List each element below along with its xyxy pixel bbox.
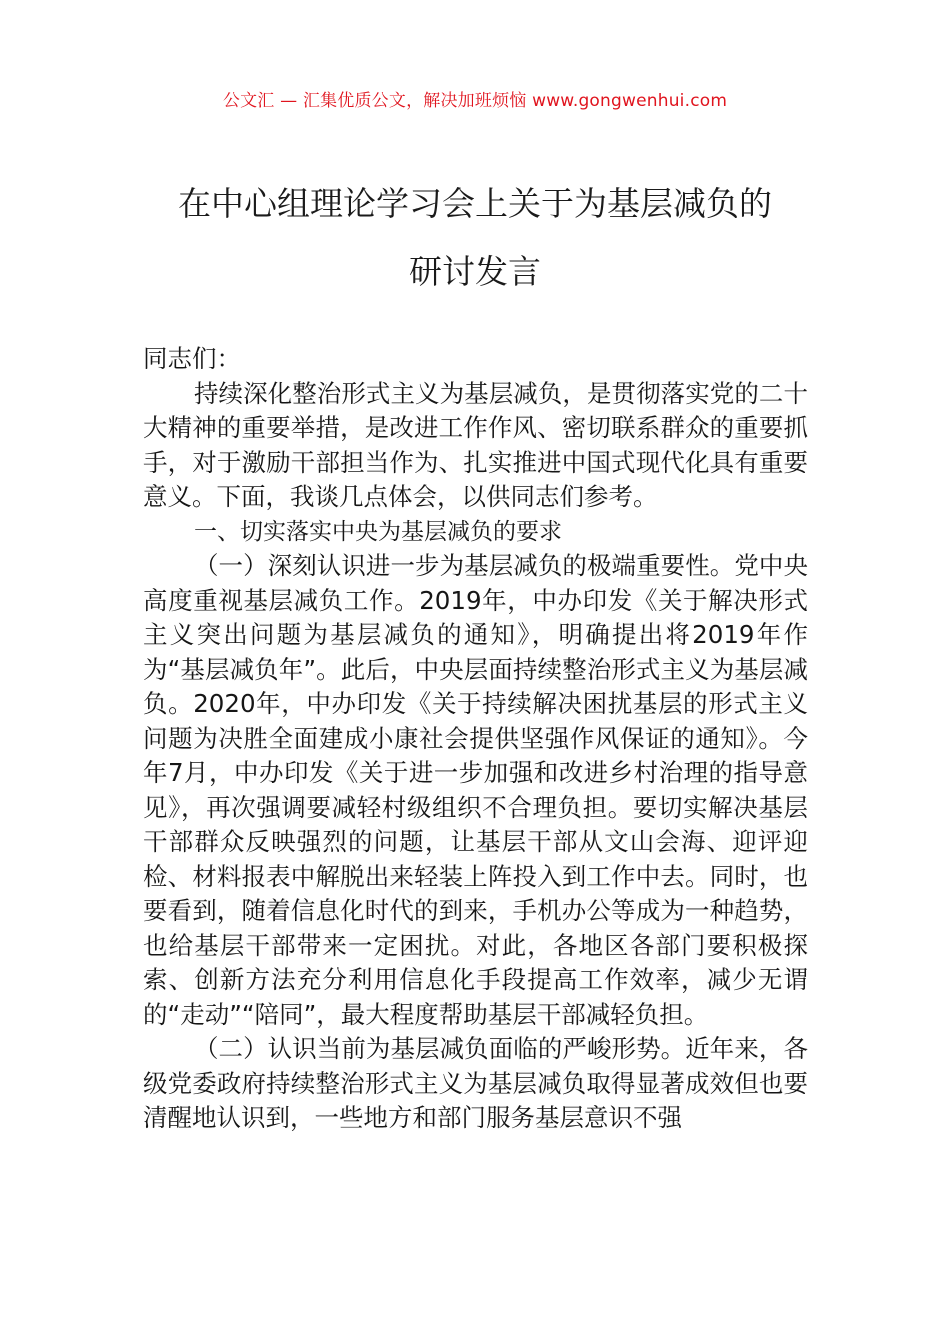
paragraph-subsection-2: （二）认识当前为基层减负面临的严峻形势。近年来，各级党委政府持续整治形式主义为基层减负取得显著成效但也要清醒地认识到，一些地方和部门服务基层意识不强 bbox=[143, 1034, 808, 1132]
document-body bbox=[143, 342, 808, 1136]
title-line-1: 在中心组理论学习会上关于为基层减负的 bbox=[178, 184, 772, 223]
section-heading-1: 一、切实落实中央为基层减负的要求 bbox=[194, 518, 562, 545]
document-title bbox=[110, 170, 840, 306]
salutation: 同志们： bbox=[143, 344, 241, 373]
paragraph-intro: 持续深化整治形式主义为基层减负，是贯彻落实党的二十大精神的重要举措，是改进工作作风、密切联系群众的重要抓手，对于激励干部担当作为、扎实推进中国式现代化具有重要意义。下面，我谈几点体会，以供同志们参考。 bbox=[143, 378, 808, 511]
paragraph-subsection-1: （一）深刻认识进一步为基层减负的极端重要性。党中央高度重视基层减负工作。2019年，中办印发《关于解决形式主义突出问题为基层减负的通知》，明确提出将2019年作为“基层减负年”。此后，中央层面持续整治形式主义为基层减负。2020年，中办印发《关于持续解决困扰基层的形式主义问题为决胜全面建成小康社会提供坚强作风保证的通知》。今年7月，中办印发《关于进一步加强和改进乡村治理的指导意见》，再次强调要减轻村级组织不合理负担。要切实解决基层干部群众反映强烈的问题，让基层干部从文山会海、迎评迎检、材料报表中解脱出来轻装上阵投入到工作中去。同时，也要看到，随着信息化时代的到来，手机办公等成为一种趋势，也给基层干部带来一定困扰。对此，各地区各部门要积极探索、创新方法充分利用信息化手段提高工作效率，减少无谓的“走动”“陪同”，最大程度帮助基层干部减轻负担。 bbox=[143, 551, 808, 1029]
title-line-2: 研讨发言 bbox=[409, 252, 541, 291]
watermark-header: 公文汇 — 汇集优质公文，解决加班烦恼 www.gongwenhui.com bbox=[222, 91, 728, 111]
